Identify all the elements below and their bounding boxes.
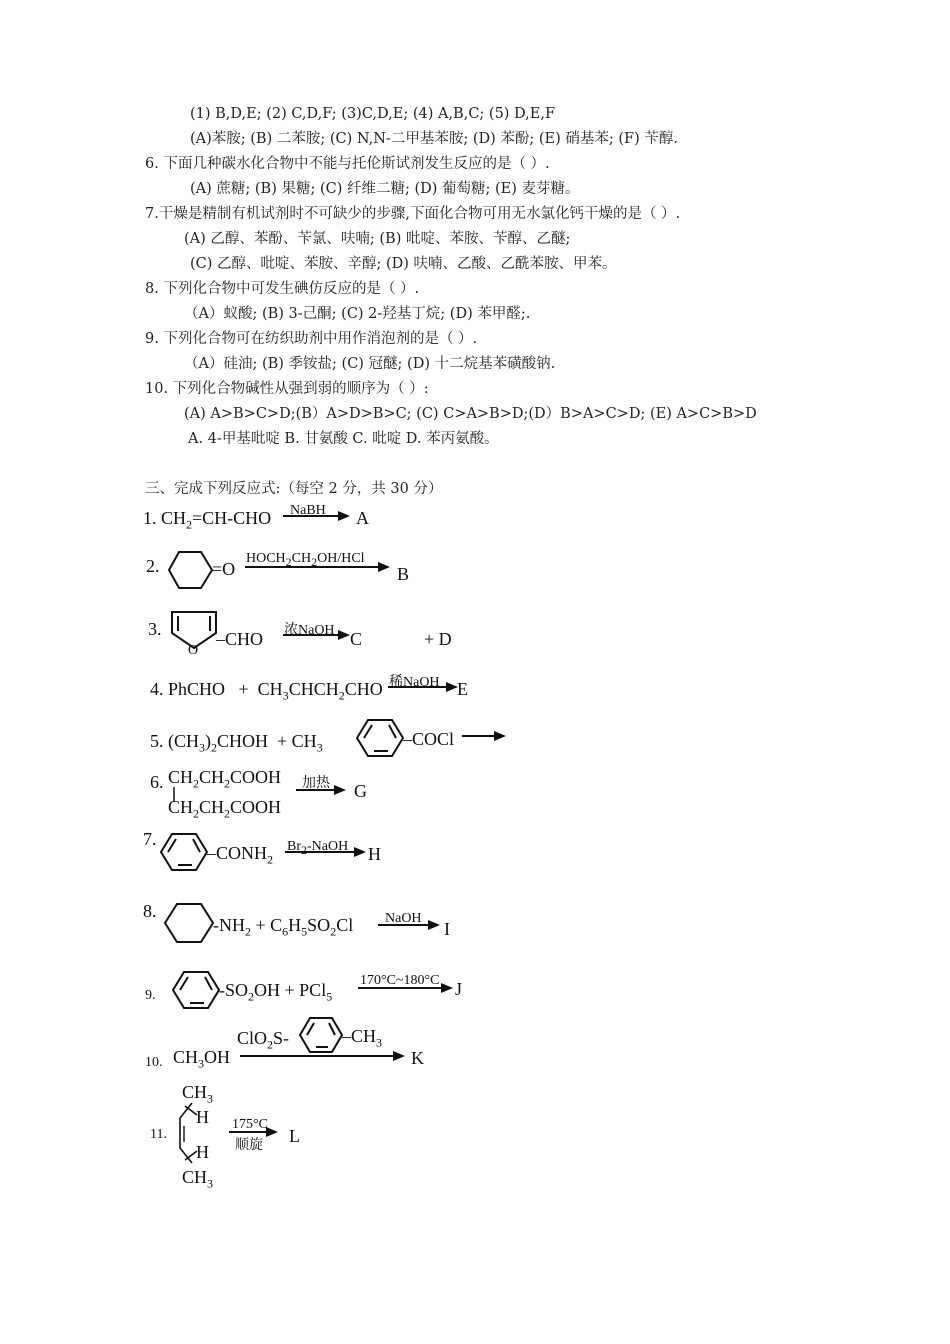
reaction-11-temperature: 175°C	[232, 1117, 268, 1132]
arrow-heads	[266, 511, 506, 1137]
reaction-10-reagent: ClO$_2$S-	[237, 1028, 290, 1052]
reaction-11-product: L	[289, 1126, 300, 1146]
reaction-1-reactant: 1. $CH_2=CH$-CHO	[143, 508, 272, 532]
reaction-7-reagent: $Br_2$-NaOH	[287, 839, 349, 857]
reaction-1-product: A	[356, 508, 369, 528]
section3-title: 三、完成下列反应式:（每空 2 分，共 30 分）	[145, 481, 443, 497]
q10-options: (A) A>B>C>D;(B）A>D>B>C; (C) C>A>B>D;(D）B>A>C>D; (E) A>C>B>D	[184, 406, 757, 422]
reaction-5-reactants: 5. $(CH_3)_2CHOH + CH_3$	[150, 731, 323, 755]
q10-stem: 10. 下列化合物碱性从强到弱的顺序为（ ）:	[145, 381, 429, 397]
reaction-3-number: 3.	[148, 619, 162, 639]
reaction-8-reagent: NaOH	[385, 911, 422, 926]
q8-stem: 8. 下列化合物中可发生碘仿反应的是（ ）.	[145, 281, 420, 297]
cyclohexane-ring-r8	[165, 904, 213, 942]
reaction-6-product: G	[354, 781, 367, 801]
reaction-6-number: 6.	[150, 772, 164, 792]
q7-options-1: (A) 乙醇、苯酚、苄氯、呋喃; (B) 吡啶、苯胺、苄醇、乙醚;	[184, 231, 571, 247]
reaction-4-reagent: 稀NaOH	[389, 675, 440, 690]
reaction-6-chain-bottom: $CH_2CH_2COOH$	[168, 797, 282, 821]
reaction-5-acyl-chloride: –COCl	[403, 729, 455, 749]
reaction-3-cho: –CHO	[216, 629, 264, 649]
q9-stem: 9. 下列化合物可在纺织助剂中用作消泡剂的是（ ）.	[145, 331, 478, 347]
reaction-11-h-bottom: H	[196, 1142, 209, 1162]
q6-options: (A) 蔗糖; (B) 果糖; (C) 纤维二糖; (D) 葡萄糖; (E) 麦芽糖。	[190, 181, 580, 197]
reaction-6-chain-top: $CH_2CH_2COOH$	[168, 767, 282, 791]
cyclohexane-ring-r2	[169, 552, 212, 588]
reaction-11-conrotatory: 顺旋	[235, 1138, 263, 1153]
q9-options: （A）硅油; (B) 季铵盐; (C) 冠醚; (D) 十二烷基苯磺酸钠.	[184, 356, 556, 372]
reaction-2-number: 2.	[146, 556, 160, 576]
reaction-9-product: J	[455, 979, 463, 999]
reaction-9-number: 9.	[145, 988, 156, 1003]
reaction-2-product: B	[397, 564, 410, 584]
q8-options: （A）蚁酸; (B) 3-己酮; (C) 2-羟基丁烷; (D) 苯甲醛;.	[184, 306, 531, 322]
reaction-9-reagent: 170°C~180°C	[360, 973, 440, 988]
reaction-8-reactants: $-NH_2 + C_6H_5SO_2Cl$	[213, 915, 354, 939]
reaction-10-methyl: $-CH_3$	[342, 1026, 383, 1050]
reaction-2-reagent: $HOCH_2CH_2OH$/HCl	[246, 551, 365, 569]
reaction-10-product: K	[411, 1048, 424, 1068]
reaction-10-reactant: $CH_3OH$	[173, 1047, 231, 1071]
reaction-11-methyl-bottom: $CH_3$	[182, 1167, 214, 1191]
q5-options: (1) B,D,E; (2) C,D,F; (3)C,D,E; (4) A,B,C; (5) D,E,F	[190, 106, 556, 122]
reaction-6-reagent: 加热	[302, 776, 330, 791]
q7-options-2: (C) 乙醇、吡啶、苯胺、辛醇; (D) 呋喃、乙酸、乙酰苯胺、甲苯。	[190, 256, 617, 272]
reaction-11-methyl-top: $CH_3$	[182, 1082, 214, 1106]
reaction-7-number: 7.	[143, 829, 157, 849]
reaction-7-amide: $-CONH_2$	[207, 843, 274, 867]
reaction-8-product: I	[444, 919, 450, 939]
q10-compounds: A. 4-甲基吡啶 B. 甘氨酸 C. 吡啶 D. 苯丙氨酸。	[188, 431, 499, 447]
reaction-2-ketone: =O	[212, 559, 236, 579]
q7-stem: 7.干燥是精制有机试剂时不可缺少的步骤,下面化合物可用无水氯化钙干燥的是（ ）.	[145, 206, 681, 222]
reaction-1-reagent: NaBH	[290, 503, 326, 518]
reaction-11-number: 11.	[150, 1127, 167, 1142]
reaction-3-product-c: C	[350, 629, 363, 649]
reaction-9-reactants: $-SO_2OH + PCl_5$	[219, 980, 333, 1004]
q5-compounds: (A)苯胺; (B) 二苯胺; (C) N,N-二甲基苯胺; (D) 苯酚; (E) 硝基苯; (F) 苄醇.	[190, 131, 678, 147]
reaction-11-h-top: H	[196, 1107, 209, 1127]
reaction-7-product: H	[368, 844, 381, 864]
reaction-3-reagent: 浓NaOH	[284, 623, 335, 638]
furan-oxygen: O	[188, 643, 199, 658]
reaction-10-number: 10.	[145, 1055, 163, 1070]
reaction-4-reactants: 4. PhCHO + $CH_3CHCH_2CHO$	[150, 679, 383, 703]
q6-stem: 6. 下面几种碳水化合物中不能与托伦斯试剂发生反应的是（ ）.	[145, 156, 550, 172]
hexatriene-r11	[180, 1103, 192, 1163]
reaction-4-product: E	[457, 679, 468, 699]
reaction-3-product-d: + D	[424, 629, 452, 649]
reaction-8-number: 8.	[143, 901, 157, 921]
